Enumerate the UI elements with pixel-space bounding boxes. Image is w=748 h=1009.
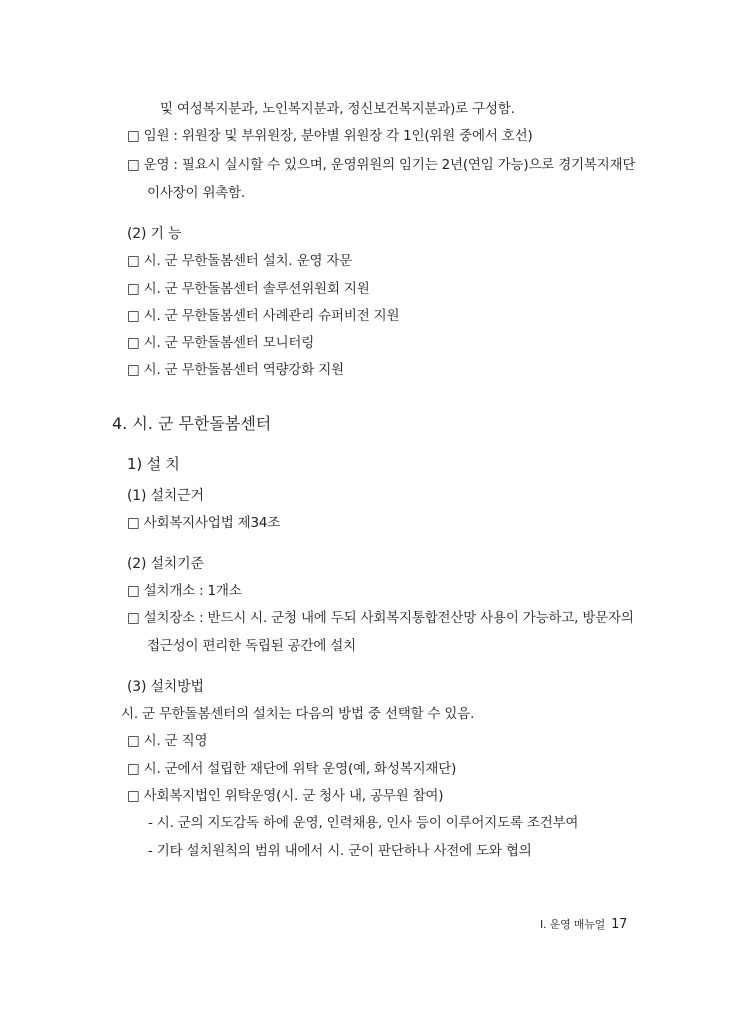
subsection-heading: (2) 설치기준 bbox=[127, 556, 204, 572]
subsection-heading: 1) 설 치 bbox=[127, 455, 180, 473]
section-heading: 4. 시. 군 무한돌봄센터 bbox=[112, 414, 272, 433]
bullet-item: □ 시. 군 무한돌봄센터 역량강화 지원 bbox=[127, 362, 344, 378]
bullet-item: □ 시. 군에서 설립한 재단에 위탁 운영(예, 화성복지재단) bbox=[127, 761, 457, 777]
bullet-item: □ 설치장소 : 반드시 시. 군청 내에 두되 사회복지통합전산망 사용이 가능하고, 방문자의 bbox=[127, 610, 634, 626]
bullet-item: □ 시. 군 무한돌봄센터 솔루션위원회 지원 bbox=[127, 281, 370, 297]
subsection-heading: (2) 기 능 bbox=[127, 226, 182, 242]
footer-section-label: Ⅰ. 운영 매뉴얼 bbox=[540, 918, 606, 931]
text-line: 시. 군 무한돌봄센터의 설치는 다음의 방법 중 선택할 수 있음. bbox=[121, 706, 475, 722]
text-line: 이사장이 위촉함. bbox=[147, 185, 246, 201]
text-line: 접근성이 편리한 독립된 공간에 설치 bbox=[147, 638, 356, 654]
bullet-item: □ 임원 : 위원장 및 부위원장, 분야별 위원장 각 1인(위원 중에서 호선) bbox=[127, 128, 533, 144]
dash-item: - 시. 군의 지도감독 하에 운영, 인력채용, 인사 등이 이루어지도록 조건부여 bbox=[148, 815, 579, 831]
page-number: 17 bbox=[611, 917, 628, 932]
subsection-heading: (3) 설치방법 bbox=[127, 679, 204, 695]
bullet-item: □ 시. 군 무한돌봄센터 설치. 운영 자문 bbox=[127, 253, 353, 269]
subsection-heading: (1) 설치근거 bbox=[127, 488, 204, 504]
bullet-item: □ 설치개소 : 1개소 bbox=[127, 583, 242, 599]
page-footer bbox=[540, 918, 627, 932]
bullet-item: □ 시. 군 무한돌봄센터 사례관리 슈퍼비전 지원 bbox=[127, 308, 400, 324]
bullet-item: □ 사회복지사업법 제34조 bbox=[127, 515, 281, 531]
bullet-item: □ 사회복지법인 위탁운영(시. 군 청사 내, 공무원 참여) bbox=[127, 788, 444, 804]
text-line: 및 여성복지분과, 노인복지분과, 정신보건복지분과)로 구성함. bbox=[160, 101, 515, 117]
bullet-item: □ 시. 군 무한돌봄센터 모니터링 bbox=[127, 335, 315, 351]
dash-item: - 기타 설치원칙의 범위 내에서 시. 군이 판단하나 사전에 도와 협의 bbox=[148, 843, 532, 859]
bullet-item: □ 시. 군 직영 bbox=[127, 733, 208, 749]
bullet-item: □ 운영 : 필요시 실시할 수 있으며, 운영위원의 임기는 2년(연임 가능)으로 경기복지재단 bbox=[127, 157, 636, 173]
